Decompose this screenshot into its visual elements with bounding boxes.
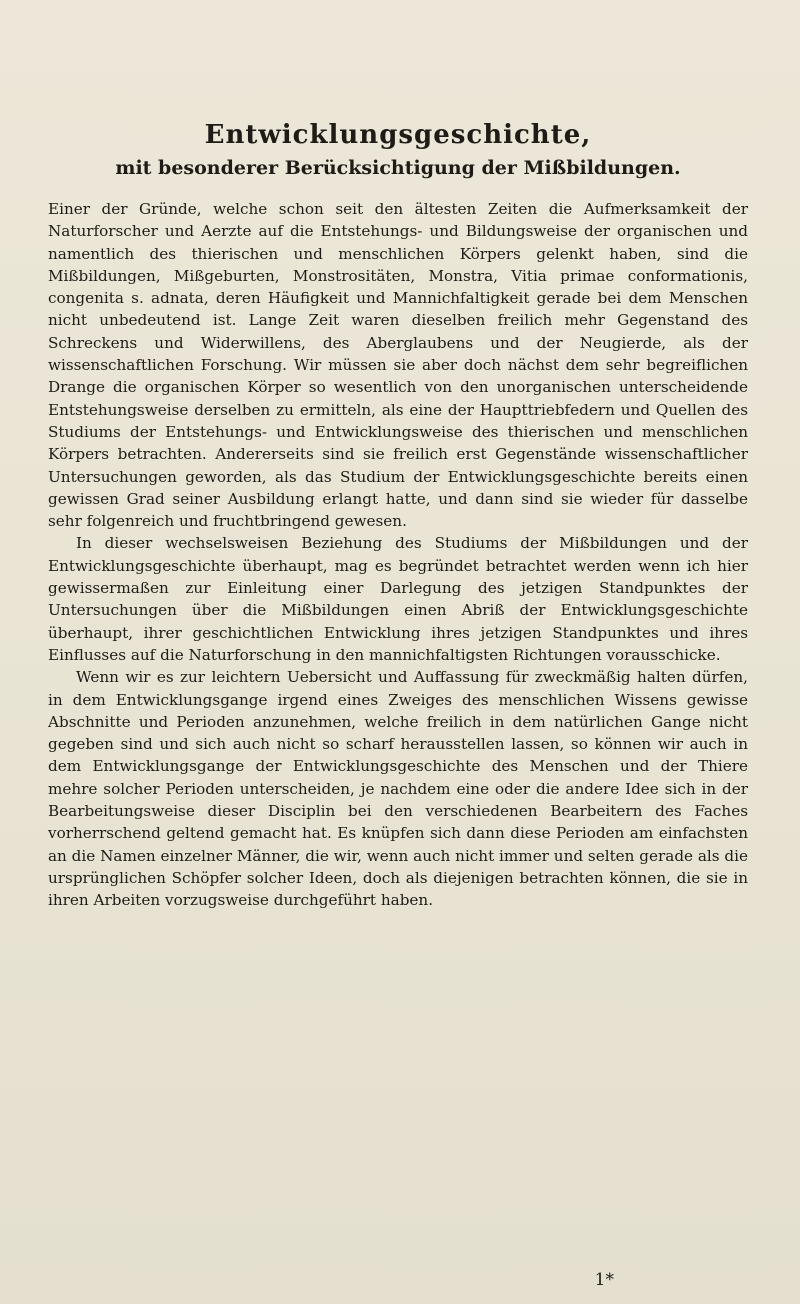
chapter-title: Entwicklungsgeschichte,: [204, 120, 592, 150]
body-text: [48, 198, 748, 912]
paragraph-3: Wenn wir es zur leichtern Uebersicht und Auffassung für zweckmäßig halten dürfen, in dem Entwicklungsgange irgend eines Zweiges des menschlichen Wissens gewisse Abschnitte und Perioden anzunehmen, welche freilich in dem natürlichen Gange nicht gegeben sind und sich auch nicht so scharf herausstellen lassen, so können wir auch in dem Entwicklungsgange der Entwicklungsgeschichte des Menschen und der Thiere mehre solcher Perioden unterscheiden, je nachdem eine oder die andere Idee sich in der Bearbeitungsweise dieser Disciplin bei den verschiedenen Bearbeitern des Faches vorherrschend geltend gemacht hat. Es knüpfen sich dann diese Perioden am einfachsten an die Namen einzelner Männer, die wir, wenn auch nicht immer und selten gerade als die ursprünglichen Schöpfer solcher Ideen, doch als diejenigen betrachten können, die sie in ihren Arbeiten vorzugsweise durchgeführt haben.: [48, 668, 748, 910]
signature-mark: 1*: [594, 1270, 614, 1290]
chapter-subtitle: mit besonderer Berücksichtigung der Mißbildungen.: [115, 157, 681, 180]
paragraph-2: In dieser wechselsweisen Beziehung des Studiums der Mißbildungen und der Entwicklungsgeschichte überhaupt, mag es begründet betrachtet werden wenn ich hier gewissermaßen zur Einleitung einer Darlegung des jetzigen Standpunktes der Untersuchungen über die Mißbildungen einen Abriß der Entwicklungsgeschichte überhaupt, ihrer geschichtlichen Entwicklung ihres jetzigen Standpunktes und ihres Einflusses auf die Naturforschung in den mannichfaltigsten Richtungen vorausschicke.: [48, 534, 748, 664]
paragraph-1: Einer der Gründe, welche schon seit den ältesten Zeiten die Aufmerksamkeit der Naturforscher und Aerzte auf die Entstehungs- und Bildungsweise der organischen und namentlich des thierischen und menschlichen Körpers gelenkt haben, sind die Mißbildungen, Mißgeburten, Monstrositäten, Monstra, Vitia primae conformationis, congenita s. adnata, deren Häufigkeit und Mannichfaltigkeit gerade bei dem Menschen nicht unbedeutend ist. Lange Zeit waren dieselben freilich mehr Gegenstand des Schreckens und Widerwillens, des Aberglaubens und der Neugierde, als der wissenschaftlichen Forschung. Wir müssen sie aber doch nächst dem sehr begreiflichen Drange die organischen Körper so wesentlich von den unorganischen unterscheidende Entstehungsweise derselben zu ermitteln, als eine der Haupttriebfedern und Quellen des Studiums der Entstehungs- und Entwicklungsweise des thierischen und menschlichen Körpers betrachten. Andererseits sind sie freilich erst Gegenstände wissenschaftlicher Untersuchungen geworden, als das Studium der Entwicklungsgeschichte bereits einen gewissen Grad seiner Ausbildung erlangt hatte, und dann sind sie wieder für dasselbe sehr folgenreich und fruchtbringend gewesen.: [48, 199, 748, 531]
